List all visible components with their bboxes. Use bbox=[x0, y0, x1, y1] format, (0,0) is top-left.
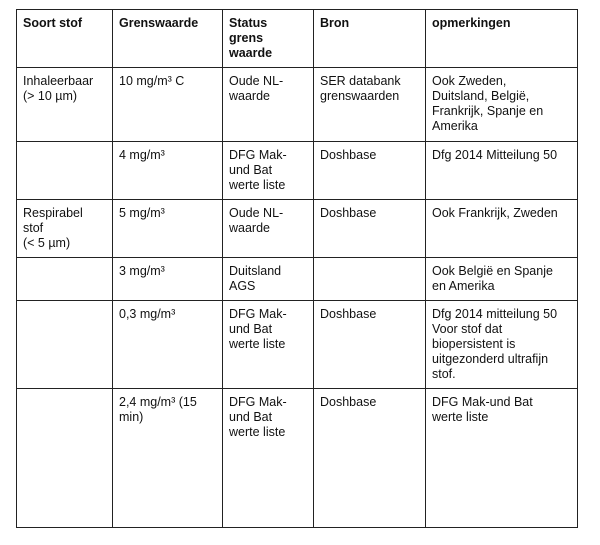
cell-soort-stof: Inhaleerbaar (> 10 µm) bbox=[17, 68, 113, 142]
cell-bron: SER databank grenswaarden bbox=[314, 68, 426, 142]
table-header-row bbox=[17, 10, 578, 68]
cell-soort-stof: Respirabel stof (< 5 µm) bbox=[17, 200, 113, 258]
cell-soort-stof bbox=[17, 389, 113, 528]
cell-bron: Doshbase bbox=[314, 142, 426, 200]
table-row bbox=[17, 301, 578, 389]
cell-status: DFG Mak- und Bat werte liste bbox=[223, 142, 314, 200]
header-soort-stof: Soort stof bbox=[17, 10, 113, 68]
cell-grenswaarde: 3 mg/m³ bbox=[113, 258, 223, 301]
cell-status: Oude NL- waarde bbox=[223, 68, 314, 142]
table-row bbox=[17, 142, 578, 200]
header-status-grens-waarde: Status grens waarde bbox=[223, 10, 314, 68]
table-row bbox=[17, 389, 578, 528]
cell-status: Duitsland AGS bbox=[223, 258, 314, 301]
cell-grenswaarde: 4 mg/m³ bbox=[113, 142, 223, 200]
cell-soort-stof bbox=[17, 258, 113, 301]
cell-grenswaarde: 2,4 mg/m³ (15 min) bbox=[113, 389, 223, 528]
cell-grenswaarde: 10 mg/m³ C bbox=[113, 68, 223, 142]
cell-bron: Doshbase bbox=[314, 301, 426, 389]
cell-soort-stof bbox=[17, 142, 113, 200]
cell-status: Oude NL- waarde bbox=[223, 200, 314, 258]
cell-opmerkingen: Ook Frankrijk, Zweden bbox=[426, 200, 578, 258]
header-bron: Bron bbox=[314, 10, 426, 68]
table-row bbox=[17, 68, 578, 142]
cell-soort-stof bbox=[17, 301, 113, 389]
cell-opmerkingen: DFG Mak-und Bat werte liste bbox=[426, 389, 578, 528]
cell-status: DFG Mak- und Bat werte liste bbox=[223, 389, 314, 528]
grenswaarden-table bbox=[16, 9, 578, 528]
cell-grenswaarde: 5 mg/m³ bbox=[113, 200, 223, 258]
cell-bron: Doshbase bbox=[314, 389, 426, 528]
cell-bron bbox=[314, 258, 426, 301]
header-opmerkingen: opmerkingen bbox=[426, 10, 578, 68]
cell-status: DFG Mak- und Bat werte liste bbox=[223, 301, 314, 389]
cell-grenswaarde: 0,3 mg/m³ bbox=[113, 301, 223, 389]
table-row bbox=[17, 200, 578, 258]
cell-opmerkingen: Ook Zweden, Duitsland, België, Frankrijk, Spanje en Amerika bbox=[426, 68, 578, 142]
cell-bron: Doshbase bbox=[314, 200, 426, 258]
table-row bbox=[17, 258, 578, 301]
header-grenswaarde: Grenswaarde bbox=[113, 10, 223, 68]
cell-opmerkingen: Ook België en Spanje en Amerika bbox=[426, 258, 578, 301]
cell-opmerkingen: Dfg 2014 Mitteilung 50 bbox=[426, 142, 578, 200]
cell-opmerkingen: Dfg 2014 mitteilung 50 Voor stof dat biopersistent is uitgezonderd ultrafijn stof. bbox=[426, 301, 578, 389]
